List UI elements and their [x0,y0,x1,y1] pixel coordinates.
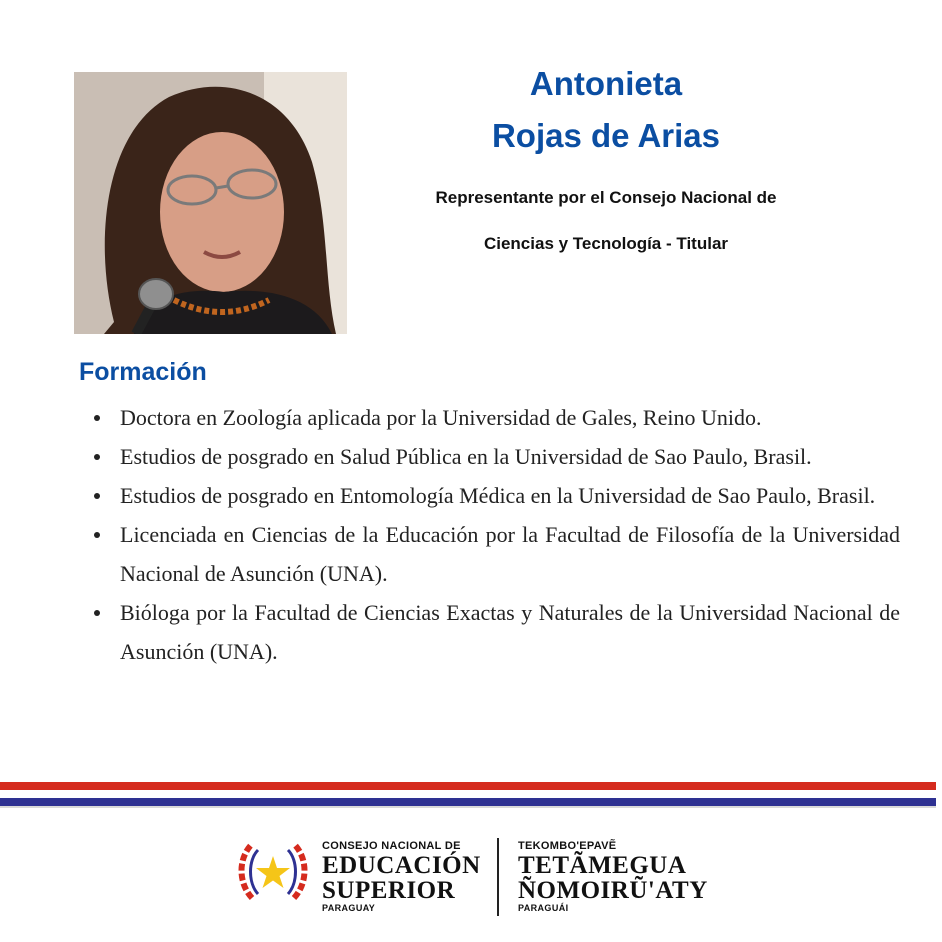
logo-es-line3: SUPERIOR [322,877,456,904]
role-line-1: Representante por el Consejo Nacional de [435,188,777,207]
star-seal-icon [238,838,308,904]
education-item: Estudios de posgrado en Salud Pública en la Universidad de Sao Paulo, Brasil. [120,437,900,476]
flag-stripe-red [0,782,936,790]
person-first-name: Antonieta [529,65,683,102]
cones-logo-text-guarani [518,840,708,913]
role-line-2: Ciencias y Tecnología - Titular [483,234,729,253]
education-list [120,398,900,671]
logo-gn-line2: TETÃMEGUA [518,852,687,879]
flag-stripe-shadow [0,806,936,808]
logo-gn-line4: PARAGUÁI [518,903,569,913]
education-title: Formación [79,358,207,386]
cones-logo-text [322,840,481,913]
education-item: Licenciada en Ciencias de la Educación por la Facultad de Filosofía de la Universidad Nacional de Asunción (UNA). [120,515,900,593]
logo-gn-line1: TEKOMBO'EPAVẼ [518,840,617,852]
education-item: Bióloga por la Facultad de Ciencias Exactas y Naturales de la Universidad Nacional de Asunción (UNA). [120,593,900,671]
flag-stripe-blue [0,798,936,806]
education-item: Estudios de posgrado en Entomología Médica en la Universidad de Sao Paulo, Brasil. [120,476,900,515]
logo-es-line1: CONSEJO NACIONAL DE [322,840,461,852]
education-item: Doctora en Zoología aplicada por la Universidad de Gales, Reino Unido. [120,398,900,437]
logo-divider [497,838,499,916]
profile-photo [74,72,347,334]
person-last-name: Rojas de Arias [491,117,721,154]
logo-gn-line3: ÑOMOIRŨ'ATY [518,877,708,904]
logo-es-line4: PARAGUAY [322,903,376,913]
logo-es-line2: EDUCACIÓN [322,852,481,879]
flag-stripe-white [0,790,936,798]
